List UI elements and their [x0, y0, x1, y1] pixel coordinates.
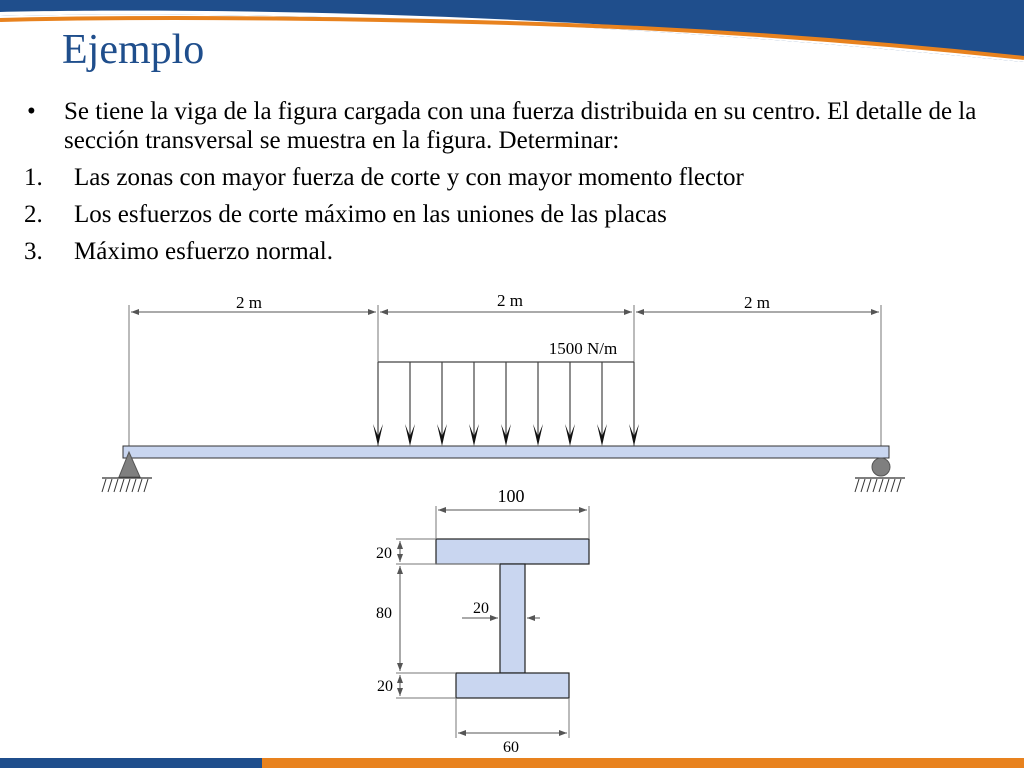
- list-number: 1.: [24, 164, 43, 191]
- list-number: 3.: [24, 238, 43, 265]
- bottom-flange-width-label: 60: [503, 739, 519, 756]
- bottom-flange: [456, 673, 569, 698]
- list-number: 2.: [24, 201, 43, 228]
- roller-support: [855, 458, 905, 492]
- top-flange-width-label: 100: [497, 486, 525, 506]
- span-label-right: 2 m: [744, 293, 770, 312]
- distributed-load-arrows: [373, 362, 639, 446]
- span-label-center: 2 m: [497, 291, 523, 310]
- footer-bar: [0, 758, 1024, 768]
- intro-text: Se tiene la viga de la figura cargada con una fuerza distribuida en su centro. El detalle de la sección transversal se muestra en la figura. Determinar:: [64, 98, 977, 154]
- beam-diagram: [102, 291, 905, 492]
- list-text: Los esfuerzos de corte máximo en las uniones de las placas: [74, 201, 667, 228]
- web: [500, 564, 525, 673]
- bottom-flange-thickness-label: 20: [377, 678, 393, 695]
- cross-section: [376, 486, 589, 756]
- load-label: 1500 N/m: [548, 339, 618, 358]
- web-height-label: 80: [376, 605, 392, 622]
- top-flange: [436, 539, 589, 564]
- list-text: Las zonas con mayor fuerza de corte y con mayor momento flector: [74, 164, 744, 191]
- web-thickness-label: 20: [473, 600, 489, 617]
- bullet-marker: •: [27, 98, 36, 125]
- span-label-left: 2 m: [236, 293, 262, 312]
- beam: [123, 446, 889, 458]
- footer-orange-segment: [262, 758, 1024, 768]
- list-text: Máximo esfuerzo normal.: [74, 238, 333, 265]
- slide-title: Ejemplo: [62, 27, 205, 73]
- top-flange-thickness-label: 20: [376, 545, 392, 562]
- footer-blue-segment: [0, 758, 262, 768]
